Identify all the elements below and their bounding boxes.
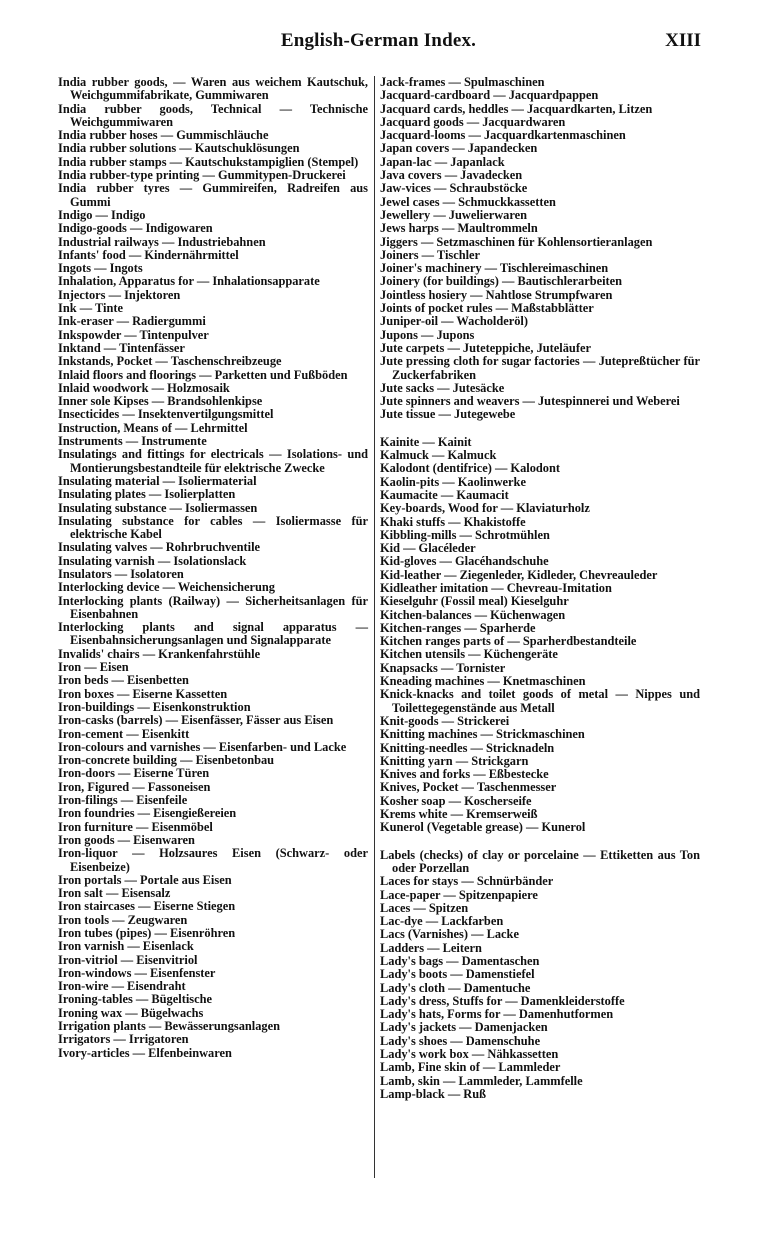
index-entry: Kunerol (Vegetable grease) — Kunerol <box>380 820 586 835</box>
index-entry: Jacquard cards, heddles — Jacquardkarten, Litzen <box>380 101 653 116</box>
index-entry: India rubber hoses — Gummischläuche <box>58 128 269 143</box>
index-entry: Laces for stays — Schnürbänder <box>380 874 554 889</box>
index-entry: Knitting machines — Strickmaschinen <box>380 727 585 742</box>
index-entry: Lady's boots — Damenstiefel <box>380 967 535 982</box>
index-entry: Instruction, Means of — Lehrmittel <box>58 420 248 435</box>
index-entry: Lady's dress, Stuffs for — Damenkleiderstoffe <box>380 993 625 1008</box>
index-entry: Jute carpets — Juteteppiche, Juteläufer <box>380 340 591 355</box>
index-entry: Kitchen utensils — Küchengeräte <box>380 647 558 662</box>
index-entry: Laces — Spitzen <box>380 900 469 915</box>
index-entry: Japan covers — Japandecken <box>380 141 538 156</box>
index-entry: Invalids' chairs — Krankenfahrstühle <box>58 646 261 661</box>
column-divider <box>374 76 375 1178</box>
index-entry: India rubber-type printing — Gummitypen-Druckerei <box>58 168 346 183</box>
index-entry: Jute tissue — Jutegewebe <box>380 407 516 422</box>
index-entry: Iron staircases — Eiserne Stiegen <box>58 899 236 914</box>
index-entry: Kieselguhr (Fossil meal) Kieselguhr <box>380 594 569 609</box>
index-entry: Lamb, skin — Lammleder, Lammfelle <box>380 1073 583 1088</box>
right-column <box>380 76 700 1101</box>
index-entry: Ladders — Leitern <box>380 940 482 955</box>
index-entry: Java covers — Javadecken <box>380 168 523 183</box>
index-entry: Irrigation plants — Bewässerungsanlagen <box>58 1019 281 1034</box>
index-entry: Ingots — Ingots <box>58 261 143 276</box>
left-entry-list <box>58 76 368 1060</box>
index-entry: Instruments — Instrumente <box>58 434 207 449</box>
index-entry: Iron — Eisen <box>58 660 129 675</box>
index-entry: Knit-goods — Strickerei <box>380 713 510 728</box>
index-entry: Kosher soap — Koscherseife <box>380 793 532 808</box>
index-entry: Knitting-needles — Stricknadeln <box>380 740 555 755</box>
index-entry: Jacquard-looms — Jacquardkartenmaschinen <box>380 128 626 143</box>
index-entry: Ink-eraser — Radiergummi <box>58 314 206 329</box>
index-entry: Joiner's machinery — Tischlereimaschinen <box>380 261 609 276</box>
index-entry: Lace-paper — Spitzenpapiere <box>380 887 538 902</box>
index-entry: Joints of pocket rules — Maßstabblätter <box>380 301 594 316</box>
page-number: XIII <box>665 30 701 51</box>
index-entry: Interlocking plants and signal apparatus — Eisenbahnsicherungsanlagen und Signalapparate <box>58 620 368 648</box>
index-entry: Jack-frames — Spulmaschinen <box>380 75 545 89</box>
index-entry: Iron-vitriol — Eisenvitriol <box>58 952 198 967</box>
index-entry: Iron furniture — Eisenmöbel <box>58 819 213 834</box>
index-entry: Inhalation, Apparatus for — Inhalationsapparate <box>58 274 320 289</box>
index-entry: Iron goods — Eisenwaren <box>58 832 195 847</box>
index-entry: Jute sacks — Jutesäcke <box>380 380 505 395</box>
index-entry: Iron varnish — Eisenlack <box>58 939 194 954</box>
index-entry: Iron boxes — Eiserne Kassetten <box>58 686 228 701</box>
index-entry: Lady's cloth — Damentuche <box>380 980 531 995</box>
index-entry: Indigo — Indigo <box>58 207 146 222</box>
index-entry: Ivory-articles — Elfenbeinwaren <box>58 1045 232 1060</box>
index-entry: Kalodont (dentifrice) — Kalodont <box>380 461 561 476</box>
index-entry: India rubber tyres — Gummireifen, Radreifen aus Gummi <box>58 181 368 209</box>
index-entry: Jupons — Jupons <box>380 327 475 342</box>
index-entry: Labels (checks) of clay or porcelaine — Ettiketten aus Ton oder Porzellan <box>380 847 700 875</box>
index-entry: Ironing wax — Bügelwachs <box>58 1005 204 1020</box>
index-entry: Iron-doors — Eiserne Türen <box>58 766 210 781</box>
index-entry: Injectors — Injektoren <box>58 287 181 302</box>
index-entry: Kidleather imitation — Chevreau-Imitation <box>380 580 612 595</box>
index-entry: Iron-casks (barrels) — Eisenfässer, Fässer aus Eisen <box>58 713 334 728</box>
index-entry: Ink — Tinte <box>58 301 123 316</box>
index-entry: Knives, Pocket — Taschenmesser <box>380 780 557 795</box>
page-title: English-German Index. <box>280 30 477 51</box>
index-entry: Jaw-vices — Schraubstöcke <box>380 181 528 196</box>
index-entry: Iron-colours and varnishes — Eisenfarben- und Lacke <box>58 739 347 754</box>
index-entry: Interlocking plants (Railway) — Sicherheitsanlagen für Eisenbahnen <box>58 593 368 621</box>
index-entry: Joinery (for buildings) — Bautischlerarbeiten <box>380 274 623 289</box>
index-entry: Iron-concrete building — Eisenbetonbau <box>58 753 275 768</box>
index-entry: Jiggers — Setzmaschinen für Kohlensortieranlagen <box>380 234 653 249</box>
index-entry: Jute spinners and weavers — Jutespinnerei und Weberei <box>380 394 680 409</box>
index-entry: Irrigators — Irrigatoren <box>58 1032 189 1047</box>
index-entry: Kitchen-ranges — Sparherde <box>380 620 536 635</box>
index-entry: Lady's shoes — Damenschuhe <box>380 1033 541 1048</box>
index-entry: Kaolin-pits — Kaolinwerke <box>380 474 526 489</box>
index-entry: Jews harps — Maultrommeln <box>380 221 538 236</box>
index-entry: India rubber solutions — Kautschuklösungen <box>58 141 300 156</box>
index-entry: Infants' food — Kindernährmittel <box>58 247 239 262</box>
index-entry: Knitting yarn — Strickgarn <box>380 753 529 768</box>
index-entry: Joiners — Tischler <box>380 247 481 262</box>
index-entry: Knapsacks — Tornister <box>380 660 506 675</box>
index-entry: Kibbling-mills — Schrotmühlen <box>380 527 550 542</box>
index-entry: Iron portals — Portale aus Eisen <box>58 872 232 887</box>
index-entry: India rubber goods, Technical — Technische Weichgummiwaren <box>58 101 368 129</box>
index-entry: Lady's hats, Forms for — Damenhutformen <box>380 1007 614 1022</box>
index-entry: Jewellery — Juwelierwaren <box>380 207 528 222</box>
index-entry: Jacquard-cardboard — Jacquardpappen <box>380 88 599 103</box>
index-entry: Kitchen-balances — Küchenwagen <box>380 607 566 622</box>
index-entry: Iron beds — Eisenbetten <box>58 673 189 688</box>
index-entry: Lacs (Varnishes) — Lacke <box>380 927 519 942</box>
index-entry: Krems white — Kremserweiß <box>380 807 538 822</box>
index-entry: Interlocking device — Weichensicherung <box>58 580 275 595</box>
index-entry: Key-boards, Wood for — Klaviaturholz <box>380 501 590 516</box>
index-entry: Kaumacite — Kaumacit <box>380 487 509 502</box>
index-entry: Jute pressing cloth for sugar factories — Jutepreßtücher für Zuckerfabriken <box>380 354 700 382</box>
index-entry: Inlaid woodwork — Holzmosaik <box>58 380 230 395</box>
index-entry: India rubber stamps — Kautschukstampiglien (Stempel) <box>58 154 359 169</box>
index-entry: Jointless hosiery — Nahtlose Strumpfwaren <box>380 287 613 302</box>
index-entry: Inner sole Kipses — Brandsohlenkipse <box>58 394 263 409</box>
index-entry: Japan-lac — Japanlack <box>380 154 505 169</box>
index-entry: Kid-leather — Ziegenleder, Kidleder, Chevreauleder <box>380 567 658 582</box>
left-column <box>58 76 368 1060</box>
index-entry: Insulators — Isolatoren <box>58 566 184 581</box>
index-entry: Iron tools — Zeugwaren <box>58 912 188 927</box>
index-entry: Khaki stuffs — Khakistoffe <box>380 514 526 529</box>
index-entry: Kneading machines — Knetmaschinen <box>380 674 586 689</box>
index-entry: Inkspowder — Tintenpulver <box>58 327 209 342</box>
index-entry: Insulating plates — Isolierplatten <box>58 487 236 502</box>
index-entry: Kalmuck — Kalmuck <box>380 448 497 463</box>
index-entry: Kid-gloves — Glacéhandschuhe <box>380 554 549 569</box>
index-entry: Iron-wire — Eisendraht <box>58 979 186 994</box>
index-entry: Iron-windows — Eisenfenster <box>58 965 216 980</box>
index-entry: Iron foundries — Eisengießereien <box>58 806 237 821</box>
index-entry: Juniper-oil — Wacholderöl) <box>380 314 529 329</box>
index-entry: Iron-filings — Eisenfeile <box>58 793 188 808</box>
index-entry: Jacquard goods — Jacquardwaren <box>380 114 566 129</box>
index-entry: Iron-liquor — Holzsaures Eisen (Schwarz- oder Eisenbeize) <box>58 846 368 874</box>
index-entry: Kid — Glacéleder <box>380 541 476 556</box>
index-entry: India rubber goods, — Waren aus weichem Kautschuk, Weichgummifabrikate, Gummiwaren <box>58 75 368 103</box>
index-entry: Insecticides — Insektenvertilgungsmittel <box>58 407 274 422</box>
index-entry: Insulatings and fittings for electricals — Isolations- und Montierungsbestandteile für elektrische Zwecke <box>58 447 368 475</box>
index-entry: Inlaid floors and floorings — Parketten und Fußböden <box>58 367 348 382</box>
index-entry: Knick-knacks and toilet goods of metal — Nippes und Toilettegegenstände aus Metall <box>380 687 700 715</box>
index-entry: Lamb, Fine skin of — Lammleder <box>380 1060 561 1075</box>
index-entry: Industrial railways — Industriebahnen <box>58 234 266 249</box>
index-entry: Kitchen ranges parts of — Sparherdbestandteile <box>380 634 637 649</box>
right-entry-list <box>380 76 700 1101</box>
index-entry: Inktand — Tintenfässer <box>58 340 185 355</box>
index-entry: Insulating material — Isoliermaterial <box>58 473 257 488</box>
index-entry: Indigo-goods — Indigowaren <box>58 221 213 236</box>
index-entry: Lamp-black — Ruß <box>380 1086 487 1101</box>
index-entry: Jewel cases — Schmuckkassetten <box>380 194 556 209</box>
index-entry: Knives and forks — Eßbestecke <box>380 767 549 782</box>
index-entry: Insulating substance — Isoliermassen <box>58 500 258 515</box>
index-entry: Iron-cement — Eisenkitt <box>58 726 190 741</box>
index-entry: Inkstands, Pocket — Taschenschreibzeuge <box>58 354 282 369</box>
index-entry: Iron tubes (pipes) — Eisenröhren <box>58 926 236 940</box>
index-entry: Kainite — Kainit <box>380 434 472 449</box>
page-header <box>0 30 757 56</box>
index-entry: Iron-buildings — Eisenkonstruktion <box>58 699 251 714</box>
index-entry: Insulating substance for cables — Isoliermasse für elektrische Kabel <box>58 513 368 542</box>
index-entry: Iron salt — Eisensalz <box>58 886 171 901</box>
index-entry: Lady's bags — Damentaschen <box>380 954 540 968</box>
index-entry: Lady's work box — Nähkassetten <box>380 1047 559 1062</box>
index-entry: Insulating valves — Rohrbruchventile <box>58 540 261 555</box>
index-entry: Lady's jackets — Damenjacken <box>380 1020 548 1035</box>
index-entry: Ironing-tables — Bügeltische <box>58 992 212 1007</box>
index-entry: Insulating varnish — Isolationslack <box>58 553 247 568</box>
index-entry: Iron, Figured — Fassoneisen <box>58 779 211 794</box>
index-entry: Lac-dye — Lackfarben <box>380 914 504 929</box>
